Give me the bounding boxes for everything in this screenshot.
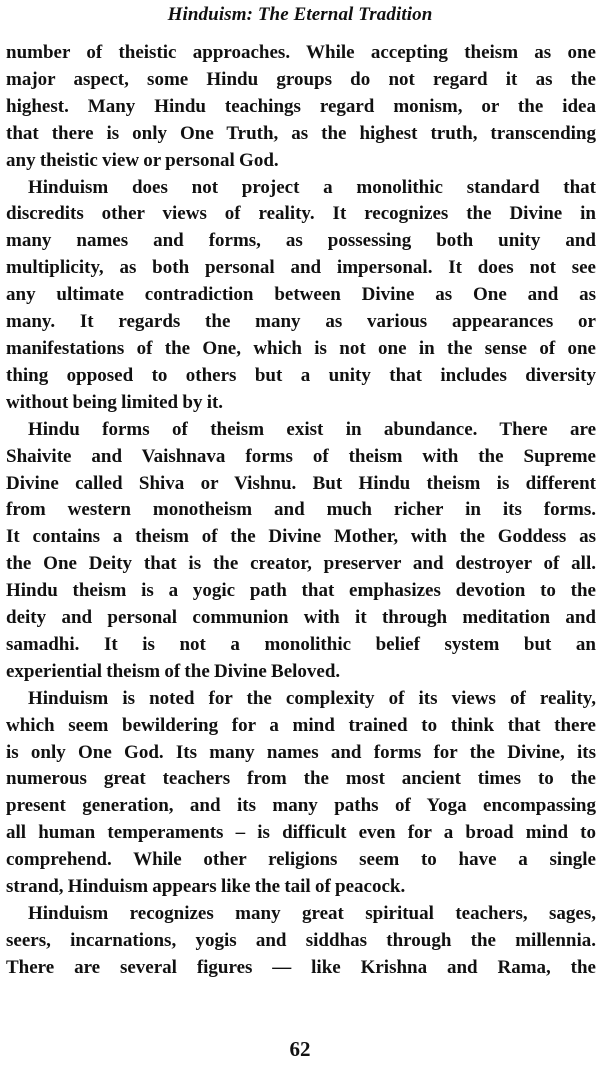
text-line: numerous great teachers from the most ancient times to the bbox=[6, 768, 596, 790]
text-line: samadhi. It is not a monolithic belief system but an bbox=[6, 633, 596, 655]
text-line: that there is only One Truth, as the highest truth, transcending bbox=[6, 122, 596, 144]
text-line: discredits other views of reality. It recognizes the Divine in bbox=[6, 203, 596, 225]
text-line: Hinduism recognizes many great spiritual teachers, sages, bbox=[28, 903, 596, 924]
body-text bbox=[6, 40, 596, 982]
text-line: There are several figures — like Krishna and Rama, the bbox=[6, 956, 596, 978]
text-line: any ultimate contradiction between Divine as One and as bbox=[6, 284, 596, 306]
text-line: comprehend. While other religions seem to have a single bbox=[6, 849, 596, 871]
text-line: many names and forms, as possessing both unity and bbox=[6, 230, 596, 252]
text-line: number of theistic approaches. While accepting theism as one bbox=[6, 42, 596, 63]
text-line: Hindu theism is a yogic path that emphasizes devotion to the bbox=[6, 580, 596, 602]
text-line: Hindu forms of theism exist in abundance. There are bbox=[28, 418, 596, 440]
text-line: Divine called Shiva or Vishnu. But Hindu theism is different bbox=[6, 472, 596, 494]
text-line: experiential theism of the Divine Beloved. bbox=[6, 660, 341, 682]
page-number: 62 bbox=[289, 1037, 311, 1061]
text-line: It contains a theism of the Divine Mother, with the Goddess as bbox=[6, 526, 596, 548]
paragraph bbox=[6, 901, 596, 982]
paragraph bbox=[6, 417, 596, 686]
text-line: major aspect, some Hindu groups do not regard it as the bbox=[6, 68, 596, 90]
running-head: Hinduism: The Eternal Tradition bbox=[167, 4, 433, 25]
text-line: highest. Many Hindu teachings regard monism, or the idea bbox=[6, 95, 596, 117]
text-line: strand, Hinduism appears like the tail of peacock. bbox=[6, 876, 406, 898]
text-line: present generation, and its many paths of Yoga encompassing bbox=[6, 795, 596, 817]
text-line: thing opposed to others but a unity that includes diversity bbox=[6, 364, 596, 386]
text-line: Shaivite and Vaishnava forms of theism with the Supreme bbox=[6, 445, 596, 467]
text-line: all human temperaments – is difficult even for a broad mind to bbox=[6, 822, 596, 844]
text-line: many. It regards the many as various appearances or bbox=[6, 311, 596, 333]
text-line: manifestations of the One, which is not one in the sense of one bbox=[6, 337, 596, 359]
text-line: Hinduism is noted for the complexity of its views of reality, bbox=[28, 687, 596, 709]
text-line: any theistic view or personal God. bbox=[6, 149, 279, 171]
text-line: is only One God. Its many names and forms for the Divine, its bbox=[6, 741, 596, 763]
text-line: the One Deity that is the creator, preserver and destroyer of all. bbox=[6, 553, 596, 575]
text-line: from western monotheism and much richer in its forms. bbox=[6, 499, 596, 521]
paragraph bbox=[6, 40, 596, 175]
text-line: which seem bewildering for a mind trained to think that there bbox=[6, 714, 596, 736]
text-line: seers, incarnations, yogis and siddhas through the millennia. bbox=[6, 929, 596, 951]
text-line: deity and personal communion with it through meditation and bbox=[6, 607, 596, 629]
paragraph bbox=[6, 686, 596, 901]
paragraph bbox=[6, 175, 596, 417]
text-line: without being limited by it. bbox=[6, 391, 224, 413]
text-line: Hinduism does not project a monolithic standard that bbox=[28, 176, 596, 198]
text-line: multiplicity, as both personal and impersonal. It does not see bbox=[6, 257, 596, 279]
